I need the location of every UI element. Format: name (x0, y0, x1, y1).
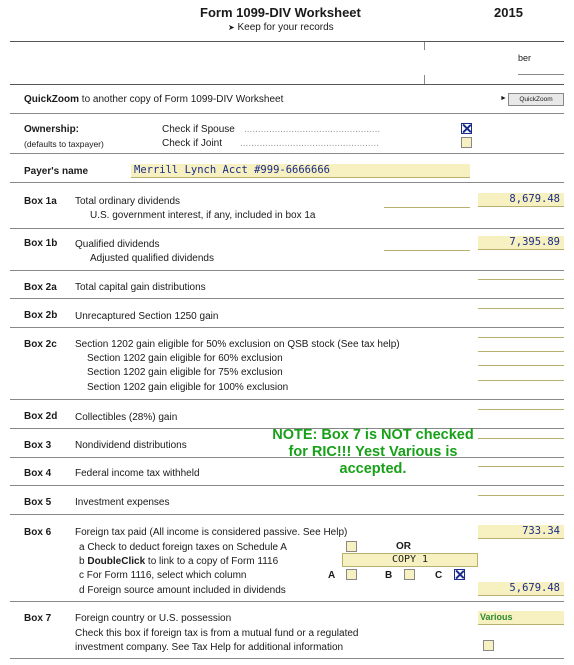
divider (424, 75, 425, 84)
divider (10, 41, 564, 42)
quickzoom-text (24, 94, 283, 105)
quickzoom-bold: QuickZoom (24, 94, 80, 105)
box3-label: Box 3 (24, 440, 52, 451)
box1a-us-gov-interest[interactable] (384, 207, 470, 208)
box2a-input[interactable] (478, 279, 564, 280)
divider (10, 485, 564, 486)
box4-input[interactable] (478, 466, 564, 467)
box2c-label: Box 2c (24, 339, 57, 350)
box7-line3: investment company. See Tax Help for additional information (75, 642, 344, 653)
col-b-checkbox[interactable] (404, 569, 415, 580)
box1b-qualified-dividends[interactable]: 7,395.89 (478, 236, 564, 250)
box1b-label: Box 1b (24, 238, 58, 249)
divider (10, 228, 564, 229)
ber-label: ber (518, 53, 532, 63)
payer-name-input[interactable]: Merrill Lynch Acct #999-6666666 (131, 164, 470, 178)
box2d-label: Box 2d (24, 411, 58, 422)
arrow-right-icon: ► (500, 95, 507, 102)
box2d-line: Collectibles (28%) gain (75, 412, 178, 423)
box6-line-b-prefix: b (79, 556, 88, 567)
joint-label: Check if Joint (162, 138, 223, 149)
box1a-label: Box 1a (24, 196, 57, 207)
box2c-line1: Section 1202 gain eligible for 50% exclusion on QSB stock (See tax help) (75, 339, 400, 350)
box6-line-c: c For Form 1116, select which column (79, 570, 247, 581)
joint-checkbox[interactable] (461, 137, 472, 148)
copy-1116-button[interactable]: COPY 1 (342, 553, 478, 567)
box4-line: Federal income tax withheld (75, 468, 200, 479)
box2b-line: Unrecaptured Section 1250 gain (75, 311, 219, 322)
box7-label: Box 7 (24, 613, 52, 624)
box6-line-d: d Foreign source amount included in dividends (79, 585, 286, 596)
note-annotation: NOTE: Box 7 is NOT checked for RIC!!! Yest Various is accepted. (272, 427, 474, 477)
ownership-title: Ownership: (24, 124, 80, 135)
subtitle-text: Keep for your records (237, 22, 334, 33)
box2c-50pct-input[interactable] (478, 337, 564, 338)
spouse-checkbox[interactable] (461, 123, 472, 134)
divider (518, 74, 564, 75)
box3-input[interactable] (478, 438, 564, 439)
box5-label: Box 5 (24, 497, 52, 508)
box7-foreign-country[interactable]: Various (478, 611, 564, 625)
box2c-75pct-input[interactable] (478, 365, 564, 366)
ownership-default-note: (defaults to taxpayer) (24, 139, 104, 149)
col-b-label: B (385, 570, 393, 581)
box6-label: Box 6 (24, 527, 52, 538)
divider (10, 113, 564, 114)
divider (10, 514, 564, 515)
leader-dots: ................................................. (244, 124, 381, 135)
box4-label: Box 4 (24, 468, 52, 479)
box2a-label: Box 2a (24, 282, 57, 293)
subtitle (228, 22, 334, 33)
box5-input[interactable] (478, 495, 564, 496)
box2c-100pct-input[interactable] (478, 380, 564, 381)
col-a-checkbox[interactable] (346, 569, 357, 580)
divider (10, 658, 564, 659)
col-c-label: C (435, 570, 443, 581)
box7-ric-checkbox[interactable] (483, 640, 494, 651)
box2a-line: Total capital gain distributions (75, 282, 206, 293)
form-title: Form 1099-DIV Worksheet (200, 5, 361, 20)
box6-line-b (79, 556, 278, 567)
box2d-input[interactable] (478, 409, 564, 410)
col-c-checkbox[interactable] (454, 569, 465, 580)
leader-dots: .................................................. (240, 138, 379, 149)
divider (10, 601, 564, 602)
divider (10, 182, 564, 183)
col-a-label: A (328, 570, 336, 581)
box2c-line4: Section 1202 gain eligible for 100% exclusion (87, 382, 289, 393)
divider (10, 399, 564, 400)
box1a-line2: U.S. government interest, if any, included in box 1a (90, 210, 316, 221)
box6-foreign-tax-paid[interactable]: 733.34 (478, 525, 564, 539)
box1b-adjusted-qualified[interactable] (384, 250, 470, 251)
box2c-60pct-input[interactable] (478, 351, 564, 352)
box1a-total-ordinary-dividends[interactable]: 8,679.48 (478, 193, 564, 207)
divider (10, 84, 564, 85)
box2c-line2: Section 1202 gain eligible for 60% exclusion (87, 353, 283, 364)
divider (10, 270, 564, 271)
quickzoom-rest: to another copy of Form 1099-DIV Worksheet (79, 94, 284, 105)
box7-line2: Check this box if foreign tax is from a mutual fund or a regulated (75, 628, 359, 639)
box2b-input[interactable] (478, 308, 564, 309)
box7-line1: Foreign country or U.S. possession (75, 613, 232, 624)
box6-deduct-checkbox[interactable] (346, 541, 357, 552)
box2c-line3: Section 1202 gain eligible for 75% exclusion (87, 367, 283, 378)
divider (10, 327, 564, 328)
box1b-line1: Qualified dividends (75, 239, 160, 250)
arrow-right-icon: ➤ (228, 23, 235, 32)
box6-line-b-rest: to link to a copy of Form 1116 (145, 556, 279, 567)
box3-line: Nondividend distributions (75, 440, 187, 451)
box1a-line1: Total ordinary dividends (75, 196, 181, 207)
box6-or-label: OR (396, 541, 411, 552)
box6-foreign-source-amount[interactable]: 5,679.48 (478, 582, 564, 596)
divider (10, 153, 564, 154)
box6-line-a: a Check to deduct foreign taxes on Schedule A (79, 542, 287, 553)
box1b-line2: Adjusted qualified dividends (90, 253, 214, 264)
spouse-label: Check if Spouse (162, 124, 235, 135)
tax-year: 2015 (494, 5, 523, 20)
box5-line: Investment expenses (75, 497, 170, 508)
payer-label: Payer's name (24, 166, 89, 177)
divider (424, 42, 425, 50)
box2b-label: Box 2b (24, 310, 58, 321)
box6-line-b-bold: DoubleClick (87, 556, 146, 567)
divider (10, 298, 564, 299)
box6-line1: Foreign tax paid (All income is considered passive. See Help) (75, 527, 348, 538)
quickzoom-button[interactable]: QuickZoom (508, 93, 564, 106)
